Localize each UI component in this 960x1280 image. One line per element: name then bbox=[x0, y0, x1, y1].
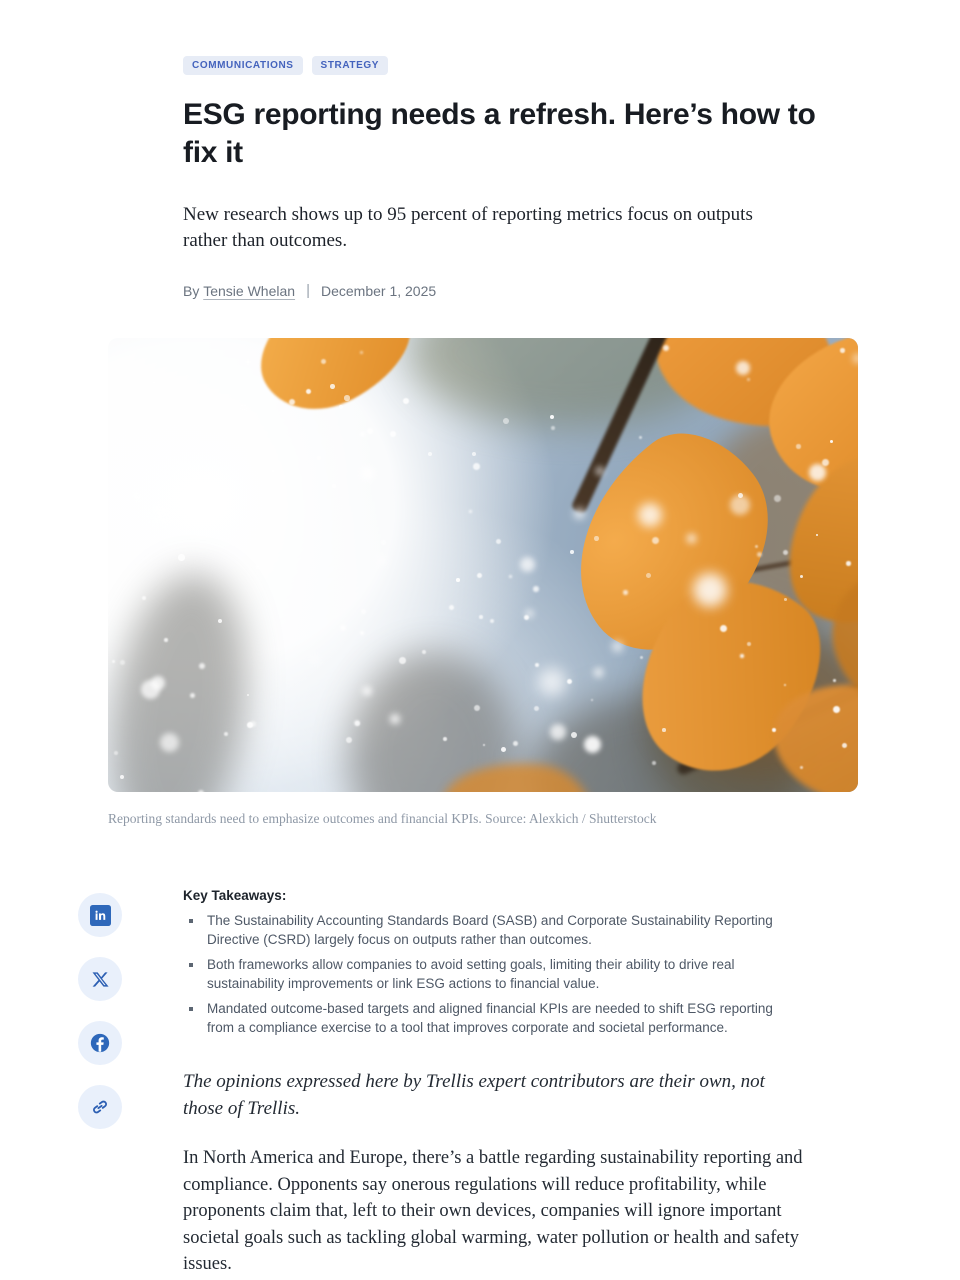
page-title: ESG reporting needs a refresh. Here’s how to fix it bbox=[183, 98, 816, 169]
snowflake bbox=[112, 660, 115, 663]
bokeh-light bbox=[638, 503, 662, 527]
snowflake bbox=[477, 573, 482, 578]
snowflake bbox=[340, 625, 346, 631]
image-caption: Reporting standards need to emphasize outcomes and financial KPIs. Source: Alexkich / Shutterstock bbox=[108, 811, 657, 826]
snowflake bbox=[271, 469, 275, 473]
snowflake bbox=[567, 679, 572, 684]
snowflake bbox=[533, 586, 539, 592]
snowflake bbox=[274, 533, 281, 540]
snowflake bbox=[846, 561, 851, 566]
share-linkedin-button[interactable] bbox=[78, 893, 122, 937]
snowflake bbox=[551, 426, 555, 430]
snowflake bbox=[550, 724, 566, 740]
snowflake bbox=[833, 679, 836, 682]
takeaway-item: The Sustainability Accounting Standards Board (SASB) and Corporate Sustainability Reporting Directive (CSRD) largely focus on outputs rather than outcomes. bbox=[183, 911, 801, 949]
snowflake bbox=[390, 431, 396, 437]
snowflake bbox=[256, 565, 260, 569]
snowflake bbox=[250, 721, 256, 727]
tag-communications[interactable]: COMMUNICATIONS bbox=[183, 56, 303, 75]
snowflake bbox=[652, 761, 656, 765]
snowflake bbox=[772, 728, 776, 732]
publish-date: December 1, 2025 bbox=[320, 282, 437, 299]
snowflake bbox=[361, 609, 366, 614]
snowflake bbox=[246, 360, 250, 364]
snowflake bbox=[306, 389, 311, 394]
snowflake bbox=[639, 436, 642, 439]
snowflake bbox=[809, 464, 826, 481]
key-takeaways-list bbox=[183, 911, 801, 1037]
snowflake bbox=[796, 444, 801, 449]
snowflake bbox=[503, 418, 509, 424]
snowflake bbox=[198, 790, 204, 792]
snowflake bbox=[490, 619, 494, 623]
snowflake bbox=[783, 550, 788, 555]
snowflake bbox=[247, 694, 249, 696]
snowflake bbox=[153, 381, 155, 383]
byline bbox=[183, 282, 436, 299]
snowflake bbox=[594, 668, 603, 677]
snowflake bbox=[473, 463, 480, 470]
takeaway-item: Mandated outcome-based targets and aligned financial KPIs are needed to shift ESG reporting from a compliance exercise to a tool that improves corporate and societal performance. bbox=[183, 999, 801, 1037]
snowflake bbox=[339, 405, 343, 409]
snowflake bbox=[231, 416, 238, 423]
snowflake bbox=[774, 495, 781, 502]
snowflake bbox=[142, 596, 146, 600]
snowflake bbox=[367, 428, 373, 434]
snowflake bbox=[390, 714, 400, 724]
snowflake bbox=[332, 484, 336, 488]
snowflake bbox=[178, 554, 185, 561]
snowflake bbox=[199, 663, 205, 669]
snowflake bbox=[833, 706, 840, 713]
share-facebook-button[interactable] bbox=[78, 1021, 122, 1065]
snowflake bbox=[623, 590, 628, 595]
snowflake bbox=[360, 631, 364, 635]
snowflake bbox=[853, 354, 858, 363]
snowflake bbox=[360, 432, 365, 437]
snowflake bbox=[361, 467, 374, 480]
snowflake bbox=[472, 452, 476, 456]
snowflake bbox=[479, 615, 483, 619]
x-icon bbox=[91, 970, 110, 989]
snowflake bbox=[120, 775, 124, 779]
snowflake bbox=[840, 348, 845, 353]
linkedin-icon bbox=[90, 905, 111, 926]
bokeh-light bbox=[693, 573, 727, 607]
snowflake bbox=[747, 378, 750, 381]
snowflake bbox=[362, 686, 372, 696]
snowflake bbox=[736, 361, 750, 375]
snowflake bbox=[399, 657, 406, 664]
snowflake bbox=[160, 415, 162, 417]
article-paragraph: In North America and Europe, there’s a battle regarding sustainability reporting and compliance. Opponents say onerous regulations will reduce profitability, while proponents claim that, left to their own devices, companies will ignore important societal goals such as tackling global warming, water pollution or health and safety issues. bbox=[183, 1148, 803, 1274]
snowflake bbox=[534, 706, 539, 711]
snowflake bbox=[652, 537, 659, 544]
snowflake bbox=[570, 550, 574, 554]
snowflake bbox=[354, 720, 360, 726]
snowflake bbox=[822, 459, 829, 466]
snowflake bbox=[164, 638, 168, 642]
snowflake bbox=[456, 578, 460, 582]
snowflake bbox=[612, 641, 623, 652]
snowflake bbox=[321, 359, 326, 364]
snowflake bbox=[217, 462, 223, 468]
snowflake bbox=[240, 404, 247, 411]
byline-prefix: By bbox=[183, 282, 200, 299]
snowflake bbox=[381, 540, 386, 545]
author-link[interactable]: Tensie Whelan bbox=[203, 282, 296, 299]
snowflake bbox=[190, 693, 195, 698]
snowflake bbox=[687, 534, 696, 543]
snowflake bbox=[591, 699, 593, 701]
snowflake bbox=[663, 345, 669, 351]
snowflake bbox=[330, 384, 335, 389]
snowflake bbox=[509, 575, 512, 578]
key-takeaways bbox=[183, 888, 801, 1043]
snowflake bbox=[595, 466, 605, 476]
key-takeaways-heading: Key Takeaways: bbox=[183, 888, 287, 903]
share-rail bbox=[78, 893, 122, 1129]
snowflake bbox=[317, 456, 321, 460]
takeaway-item: Both frameworks allow companies to avoid setting goals, limiting their ability to drive real sustainability improvements or link ESG actions to financial value. bbox=[183, 955, 801, 993]
snowflake bbox=[640, 656, 643, 659]
snowflake bbox=[124, 517, 128, 521]
tag-strategy[interactable]: STRATEGY bbox=[312, 56, 389, 75]
snowflake bbox=[289, 399, 295, 405]
snowflake bbox=[120, 660, 125, 665]
link-icon bbox=[88, 1095, 111, 1118]
snowflake bbox=[535, 663, 539, 667]
snowflake bbox=[550, 415, 554, 419]
share-x-button[interactable] bbox=[78, 957, 122, 1001]
tag-list bbox=[183, 56, 388, 75]
snowflake bbox=[151, 506, 169, 524]
facebook-icon bbox=[89, 1032, 111, 1054]
snowflake bbox=[449, 605, 454, 610]
snowflake bbox=[133, 493, 142, 502]
snowflake bbox=[520, 557, 535, 572]
snowflake bbox=[225, 508, 228, 511]
contributor-disclaimer: The opinions expressed here by Trellis expert contributors are their own, not those of Trellis. bbox=[183, 1071, 765, 1119]
article-dek: New research shows up to 95 percent of reporting metrics focus on outputs rather than outcomes. bbox=[183, 204, 753, 251]
snowflake bbox=[496, 539, 501, 544]
snowflake bbox=[594, 536, 599, 541]
snowflake bbox=[784, 598, 787, 601]
snowflake bbox=[524, 615, 529, 620]
hero-image bbox=[108, 338, 858, 792]
snowflake bbox=[584, 736, 601, 753]
copy-link-button[interactable] bbox=[78, 1085, 122, 1129]
snowflake bbox=[443, 737, 447, 741]
snowflake bbox=[403, 398, 409, 404]
tree-silhouette bbox=[108, 564, 263, 792]
snowflake bbox=[730, 495, 750, 515]
snowflake bbox=[800, 575, 803, 578]
byline-separator: | bbox=[306, 282, 310, 299]
snowflake bbox=[428, 452, 432, 456]
snowflake bbox=[344, 395, 350, 401]
bokeh-light bbox=[538, 668, 566, 696]
snowflake bbox=[469, 510, 472, 513]
snowflake bbox=[662, 728, 666, 732]
snowflake bbox=[574, 508, 585, 519]
snowflake bbox=[378, 557, 386, 565]
snowflake bbox=[720, 625, 727, 632]
snowflake bbox=[311, 656, 319, 664]
